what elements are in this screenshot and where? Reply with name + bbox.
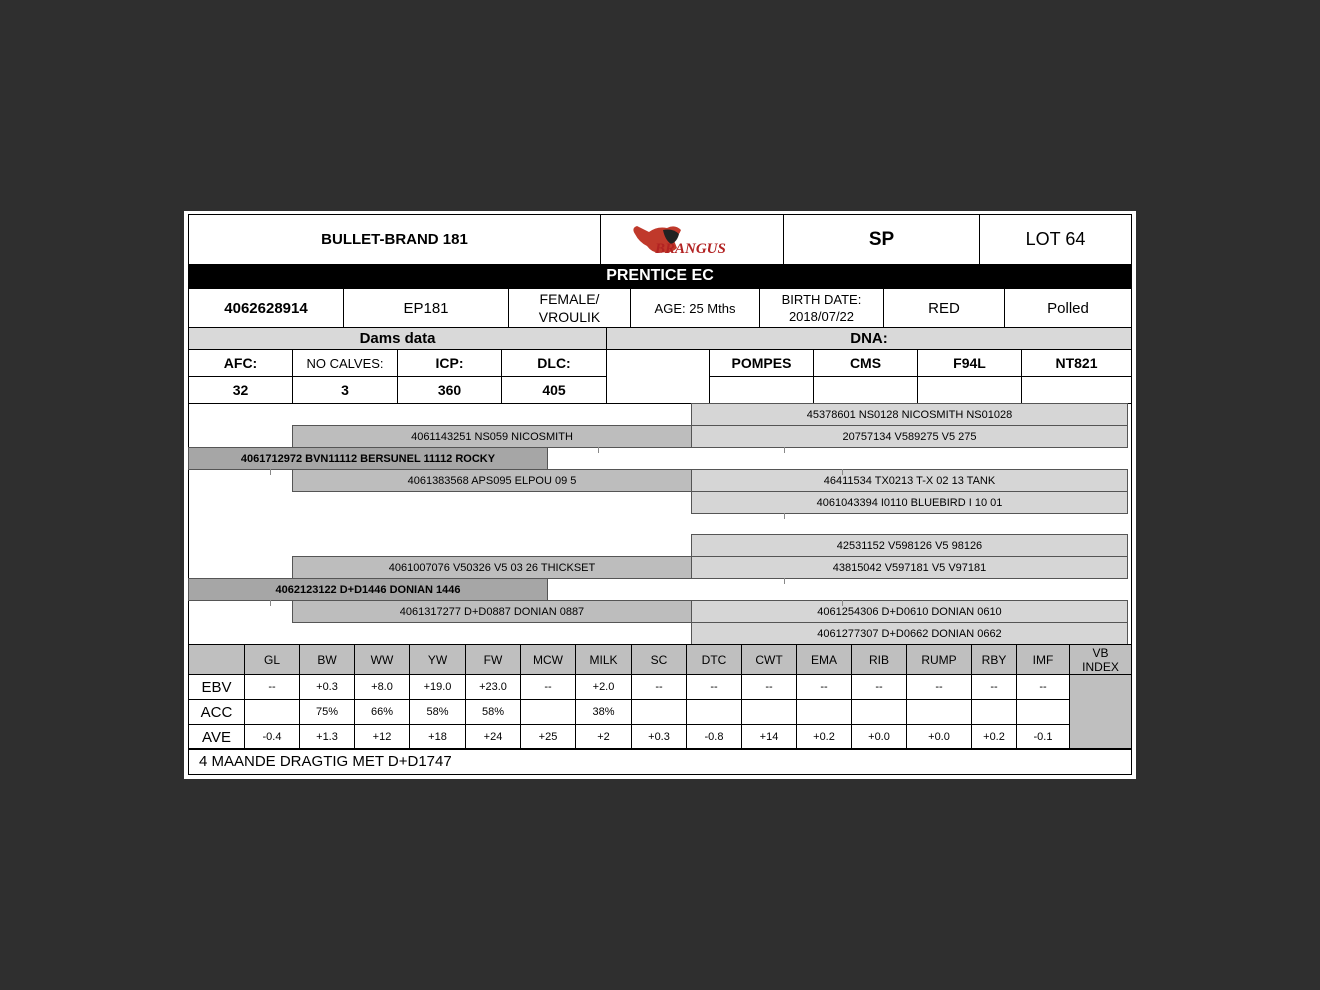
vb-index-line-2: INDEX <box>1082 659 1119 674</box>
sex-line-2: VROULIK <box>538 309 601 325</box>
sex-line-1: FEMALE/ <box>539 291 600 307</box>
ebv-cell: 58% <box>409 699 466 725</box>
ebv-col-header: EMA <box>796 644 852 675</box>
ebv-cell: +0.2 <box>971 724 1017 750</box>
ebv-cell: +1.3 <box>299 724 355 750</box>
pedigree-connector-tick <box>842 600 843 606</box>
ebv-cell: -- <box>971 674 1017 700</box>
pedigree-connector-tick <box>270 600 271 606</box>
ebv-cell: +23.0 <box>465 674 521 700</box>
lot-card <box>184 211 1136 779</box>
dna-f94l-value <box>917 376 1022 404</box>
pedigree-ddd: 4061277307 D+D0662 DONIAN 0662 <box>691 622 1128 645</box>
vb-index-line-1: VB <box>1092 645 1109 660</box>
icp-value: 360 <box>397 376 502 404</box>
dna-pompes-label: POMPES <box>709 349 814 377</box>
ebv-col-header: MILK <box>575 644 632 675</box>
pedigree-dam-dam: 4061317277 D+D0887 DONIAN 0887 <box>292 600 692 623</box>
age-field: AGE: 25 Mths <box>630 288 760 328</box>
ebv-cell: -0.1 <box>1016 724 1070 750</box>
pedigree-sss: 45378601 NS0128 NICOSMITH NS01028 <box>691 403 1128 426</box>
ebv-row-label: ACC <box>188 699 245 725</box>
pedigree-dss: 42531152 V598126 V5 98126 <box>691 534 1128 557</box>
color-field: RED <box>883 288 1005 328</box>
pregnancy-note: 4 MAANDE DRAGTIG MET D+D1747 <box>188 748 1132 775</box>
brangus-logo <box>600 214 784 265</box>
ebv-col-header: YW <box>409 644 466 675</box>
ebv-cell: -- <box>796 674 852 700</box>
dna-cms-value <box>813 376 918 404</box>
dna-cms-label: CMS <box>813 349 918 377</box>
pedigree-connector-tick <box>270 469 271 475</box>
sex-field <box>508 288 631 328</box>
dna-title: DNA: <box>606 327 1132 350</box>
ebv-cell: +12 <box>354 724 410 750</box>
pedigree-dam-sire: 4061007076 V50326 V5 03 26 THICKSET <box>292 556 692 579</box>
pedigree-connector-tick <box>598 447 599 453</box>
ebv-cell: -- <box>741 674 797 700</box>
ebv-cell: -0.4 <box>244 724 300 750</box>
ebv-col-header: RIB <box>851 644 907 675</box>
svg-text:BRANGUS: BRANGUS <box>655 240 726 257</box>
pedigree-connector-tick <box>784 447 785 453</box>
ebv-col-header: RBY <box>971 644 1017 675</box>
ebv-cell: 66% <box>354 699 410 725</box>
ebv-col-header: RUMP <box>906 644 972 675</box>
ebv-col-header: CWT <box>741 644 797 675</box>
birth-date-field <box>759 288 884 328</box>
ebv-cell: +2.0 <box>575 674 632 700</box>
animal-tag: EP181 <box>343 288 509 328</box>
icp-label: ICP: <box>397 349 502 377</box>
dlc-value: 405 <box>501 376 607 404</box>
ebv-col-header: MCW <box>520 644 576 675</box>
pedigree-sire: 4061712972 BVN11112 BERSUNEL 11112 ROCKY <box>188 447 548 470</box>
pedigree-connector-tick <box>784 578 785 584</box>
pedigree-dds: 4061254306 D+D0610 DONIAN 0610 <box>691 600 1128 623</box>
dna-f94l-label: F94L <box>917 349 1022 377</box>
ebv-row-label: AVE <box>188 724 245 750</box>
ebv-col-header: DTC <box>686 644 742 675</box>
afc-value: 32 <box>188 376 293 404</box>
ebv-col-header: IMF <box>1016 644 1070 675</box>
ebv-cell: 75% <box>299 699 355 725</box>
bull-head-icon <box>627 220 757 260</box>
ebv-cell: +24 <box>465 724 521 750</box>
ebv-col-header: WW <box>354 644 410 675</box>
pedigree-sire-dam: 4061383568 APS095 ELPOU 09 5 <box>292 469 692 492</box>
birth-date-label: BIRTH DATE: <box>781 292 862 307</box>
ebv-cell: -- <box>631 674 687 700</box>
ebv-cell: -- <box>851 674 907 700</box>
animal-id: 4062628914 <box>188 288 344 328</box>
ebv-cell: -- <box>906 674 972 700</box>
pedigree-sdd: 4061043394 I0110 BLUEBIRD I 10 01 <box>691 491 1128 514</box>
ebv-cell: +19.0 <box>409 674 466 700</box>
animal-name: BULLET-BRAND 181 <box>188 214 601 265</box>
dams-data-title: Dams data <box>188 327 607 350</box>
ebv-cell: +14 <box>741 724 797 750</box>
dlc-label: DLC: <box>501 349 607 377</box>
ebv-cell: +18 <box>409 724 466 750</box>
ebv-row-label: EBV <box>188 674 245 700</box>
birth-date-value: 2018/07/22 <box>788 309 855 324</box>
dna-nt821-label: NT821 <box>1021 349 1132 377</box>
ebv-col-header: SC <box>631 644 687 675</box>
pedigree-sire-sire: 4061143251 NS059 NICOSMITH <box>292 425 692 448</box>
no-calves-value: 3 <box>292 376 398 404</box>
ebv-cell: 38% <box>575 699 632 725</box>
ebv-cell: +2 <box>575 724 632 750</box>
ebv-col-header: FW <box>465 644 521 675</box>
ebv-cell: +25 <box>520 724 576 750</box>
dna-nt821-value <box>1021 376 1132 404</box>
pedigree-dam: 4062123122 D+D1446 DONIAN 1446 <box>188 578 548 601</box>
ebv-cell: -- <box>686 674 742 700</box>
ebv-cell: +8.0 <box>354 674 410 700</box>
ebv-cell: -- <box>520 674 576 700</box>
ebv-cell: -- <box>244 674 300 700</box>
ebv-col-header: BW <box>299 644 355 675</box>
ebv-col-header: GL <box>244 644 300 675</box>
ebv-cell: 58% <box>465 699 521 725</box>
pedigree-dsd: 43815042 V597181 V5 V97181 <box>691 556 1128 579</box>
ebv-cell: +0.3 <box>631 724 687 750</box>
ebv-cell: -0.8 <box>686 724 742 750</box>
ebv-cell: +0.0 <box>906 724 972 750</box>
dna-blank-cell <box>606 349 710 404</box>
afc-label: AFC: <box>188 349 293 377</box>
horn-status: Polled <box>1004 288 1132 328</box>
pedigree-sds: 46411534 TX0213 T-X 02 13 TANK <box>691 469 1128 492</box>
no-calves-label: NO CALVES: <box>292 349 398 377</box>
pedigree-ssd: 20757134 V589275 V5 275 <box>691 425 1128 448</box>
pedigree-connector-tick <box>842 469 843 475</box>
sp-code: SP <box>783 214 980 265</box>
lot-number: LOT 64 <box>979 214 1132 265</box>
ebv-cell: +0.0 <box>851 724 907 750</box>
pedigree-connector-tick <box>784 513 785 519</box>
dna-pompes-value <box>709 376 814 404</box>
ebv-cell: +0.3 <box>299 674 355 700</box>
ebv-cell: +0.2 <box>796 724 852 750</box>
owner-banner: PRENTICE EC <box>188 264 1132 288</box>
ebv-cell: -- <box>1016 674 1070 700</box>
